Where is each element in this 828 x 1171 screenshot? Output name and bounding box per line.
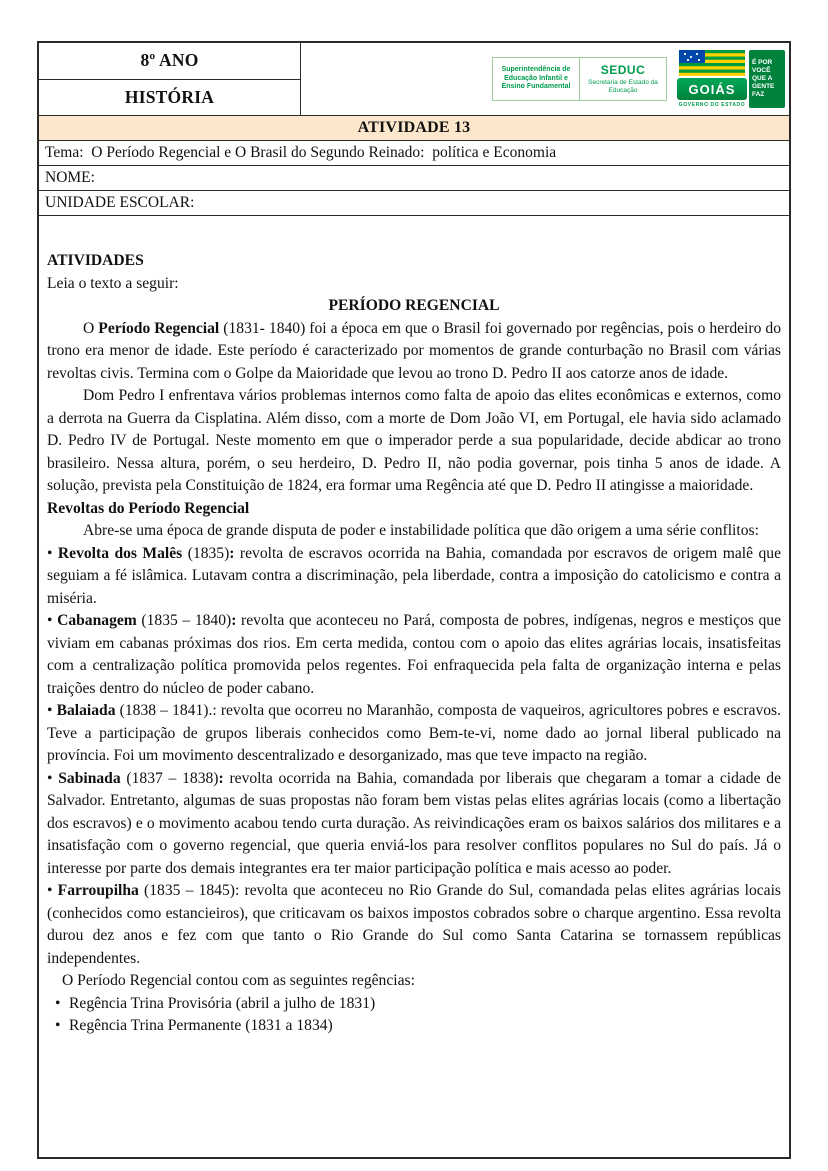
bullet-cabanagem: • Cabanagem (1835 – 1840): revolta que aconteceu no Pará, composta de pobres, indígenas, negros e mestiços que viviam em cabanas próximas dos rios. Em certa medida, contou com o apoio das elites agrárias locais, insatisfeitas com a centralização política promovida pelos regentes. Foi enfraquecida pela falta de organização interna e pelas traições dentro do núcleo de poder cabano. [47,612,781,697]
paragraph-periodo-regencial: O Período Regencial (1831- 1840) foi a época em que o Brasil foi governado por regências, pois o herdeiro do trono era menor de idade. Este período é caracterizado por momentos de grande conturbação no Brasil com várias revoltas civis. Termina com o Golpe da Maioridade que levou ao trono D. Pedro II aos catorze anos de idade. [47,319,781,382]
list-item-regencia-trina-permanente: • Regência Trina Permanente (1831 a 1834) [47,1015,781,1038]
list-bullet-icon: • [55,994,61,1012]
seduc-title: SEDUC [600,62,646,77]
nome-row: NOME: [39,166,789,191]
grade-cell: 8º ANO [39,43,300,80]
superintendencia-label: Superintendência de Educação Infantil e Ensino Fundamental [501,65,571,91]
goias-flag-icon [679,50,745,76]
activity-title-row: ATIVIDADE 13 [39,116,789,141]
list-bullet-icon: • [55,1017,61,1034]
document-body [39,216,789,1038]
goias-lockup [677,50,747,108]
goias-wordmark: GOIÁS [677,78,747,100]
goias-logo [677,50,785,108]
header-left-column [39,43,301,115]
intro-line: Leia o texto a seguir: [47,274,179,292]
bullet-farroupilha: • Farroupilha (1835 – 1845): revolta que aconteceu no Rio Grande do Sul, comandada pelas elites agrárias locais (conhecidos como estancieiros), que criticavam os baixos impostos cobrados sobre o charque argentino. Essa revolta durou dez anos e fez com que tanto o Rio Grande do Sul como Santa Catarina se tornassem repúblicas independentes. [47,882,782,967]
revoltas-heading: Revoltas do Período Regencial [47,499,250,517]
bullet-balaiada: • Balaiada (1838 – 1841).: revolta que ocorreu no Maranhão, composta de vaqueiros, agricultores pobres e escravos. Teve a participação de grupos liberais conhecidos como Bem-te-vi, nome dado ao jornal liberal publicado na província. Foi um movimento descentralizado e desorganizado, mas que teve impacto na região. [47,702,782,764]
bullet-sabinada: • Sabinada (1837 – 1838): revolta ocorrida na Bahia, comandada por liberais que chegaram a tomar a cidade de Salvador. Entretanto, algumas de suas propostas não foram bem vistas pelas elites agrárias locais (como a libertação dos escravos) e o movimento acabou tendo curta duração. As reivindicações eram os baixos salários dos militares e a insatisfação com o governo regencial, que queria enviá-los para resolver conflitos populares no Sul do país. Já o interesse por parte dos demais integrantes era ter maior participação política e mais acesso ao poder. [47,769,781,877]
goias-slogan: É POR VOCÊ QUE A GENTE FAZ [749,50,785,108]
header-logos [301,43,789,115]
header [39,43,789,116]
bullet-revolta-males: • Revolta dos Malês (1835): revolta de escravos ocorrida na Bahia, comandada por escravos de origem malê que seguiam a fé islâmica. Lutavam contra a discriminação, pela liberdade, contra a imposição do catolicismo e contra a miséria. [47,544,781,607]
subject-cell: HISTÓRIA [124,86,215,107]
regencias-intro: O Período Regencial contou com as seguintes regências: [62,972,415,989]
tema-row: Tema: O Período Regencial e O Brasil do Segundo Reinado: política e Economia [39,141,789,166]
text-title: PERÍODO REGENCIAL [328,297,500,314]
seduc-logo [579,57,667,101]
seduc-subtitle: Secretaria de Estado da Educação [588,78,658,94]
atividades-heading: ATIVIDADES [47,252,144,269]
superintendencia-logo [492,57,580,101]
unidade-escolar-row: UNIDADE ESCOLAR: [39,191,789,216]
paragraph-dom-pedro: Dom Pedro I enfrentava vários problemas internos como falta de apoio das elites econômicas e externos, como a derrota na Guerra da Cisplatina. Além disso, com a morte de Dom João VI, em Portugal, ele havia sido aclamado D. Pedro IV de Portugal. Neste momento em que o imperador perde a sua popularidade, decide abdicar ao trono brasileiro. Nessa altura, porém, o seu herdeiro, D. Pedro II, não podia governar, pois tinha 5 anos de idade. A solução, prevista pela Constituição de 1824, era formar uma Regência até que D. Pedro II atingisse a maioridade. [47,387,781,494]
governo-do-estado-label: GOVERNO DO ESTADO [678,102,746,108]
list-item-regencia-trina-provisoria: • Regência Trina Provisória (abril a julho de 1831) [47,993,781,1016]
paragraph-abre-se: Abre-se uma época de grande disputa de poder e instabilidade política que dão origem a uma série conflitos: [83,522,759,539]
document-frame [37,41,791,1159]
